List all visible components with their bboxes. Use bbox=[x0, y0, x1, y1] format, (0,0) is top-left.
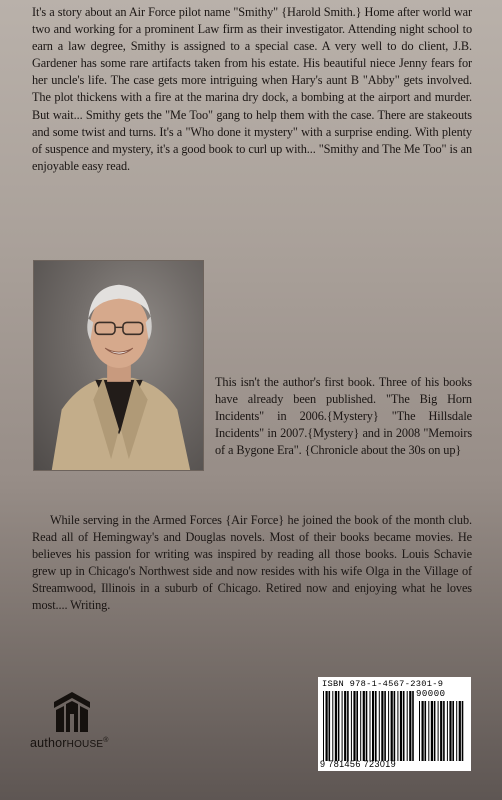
book-blurb: It's a story about an Air Force pilot name "Smithy" {Harold Smith.} Home after world war two and working for a prominent Law firm as their investigator. Attending night school to earn a law degree, Smithy is assigned to a special case. A very well to do client, J.B. Gardener has some rare artifacts taken from his estate. His beautiful niece Jenny fears for her uncle's life. The case gets more intriguing when Hary's aunt B "Abby" gets involved. The plot thickens with a fire at the marina dry dock, a bombing at the airport and murder. But wait... Smithy gets the "Me Too" gang to help them with the case. There are stakeouts and some twist and turns. It's a "Who done it mystery" with a surprise ending. With plenty of suspence and mystery, it's a good book to curl up with... "Smithy and The Me Too" is an enjoyable easy read. bbox=[32, 5, 472, 173]
author-bio-body: While serving in the Armed Forces {Air Force} he joined the book of the month club. Read all of Hemingway's and Douglas novels. Most of their books became movies. He believes his passion for writing was inspired by reading all those books. Louis Schavie grew up in Chicago's Northwest side and now resides with his wife Olga in the Village of Streamwood, Illinois in a suburb of Chicago. Retired now and enjoying what he loves most.... Writing. bbox=[32, 513, 472, 613]
barcode-bar bbox=[342, 691, 343, 761]
barcode-bar bbox=[459, 701, 461, 761]
barcode-bar bbox=[419, 701, 420, 761]
barcode-bar bbox=[379, 691, 380, 761]
barcode-bar bbox=[366, 691, 368, 761]
barcode-bar bbox=[381, 691, 383, 761]
barcode-bar bbox=[438, 701, 439, 761]
barcode-bar bbox=[335, 691, 337, 761]
barcode-bar bbox=[447, 701, 448, 761]
barcode-bar bbox=[370, 691, 371, 761]
barcode-bar bbox=[449, 701, 451, 761]
barcode-bar bbox=[329, 691, 331, 761]
author-photo bbox=[33, 260, 204, 471]
barcode-bar bbox=[351, 691, 352, 761]
barcode-panel bbox=[318, 677, 471, 771]
barcode-bar bbox=[391, 691, 393, 761]
publisher-name-part2: HOUSE bbox=[66, 739, 104, 750]
barcode-bar bbox=[407, 691, 408, 761]
barcode-bar bbox=[338, 691, 340, 761]
barcode-bar bbox=[353, 691, 355, 761]
registered-mark: ® bbox=[103, 736, 109, 744]
author-bio-intro: This isn't the author's first book. Three of his books have already been published. "The Big Horn Incidents" in 2006.{Mystery} "The Hillsdale Incidents" in 2007.{Mystery} and in 2008 "Memoirs of a Bygone Era". {Chronicle about the 30s on up} bbox=[215, 375, 472, 458]
barcode-bar bbox=[388, 691, 389, 761]
barcode-bar bbox=[363, 691, 365, 761]
ean-digits: 9 781456 723019 bbox=[320, 759, 397, 769]
addon-barcode bbox=[418, 701, 466, 761]
barcode-bar bbox=[425, 701, 427, 761]
barcode-bar bbox=[372, 691, 374, 761]
barcode-bar bbox=[332, 691, 333, 761]
barcode-bar bbox=[347, 691, 349, 761]
barcode-bar bbox=[412, 691, 414, 761]
barcode-bar bbox=[400, 691, 402, 761]
barcode-bar bbox=[462, 701, 464, 761]
barcode-bar bbox=[384, 691, 386, 761]
barcode-bar bbox=[323, 691, 324, 761]
barcode-bar bbox=[397, 691, 398, 761]
barcode-bar bbox=[440, 701, 442, 761]
barcode-bar bbox=[356, 691, 358, 761]
barcode-bar bbox=[434, 701, 436, 761]
publisher-name-part1: author bbox=[30, 736, 67, 750]
barcode-bar bbox=[422, 701, 424, 761]
authorhouse-logo-icon bbox=[52, 690, 92, 734]
barcode-bar bbox=[344, 691, 346, 761]
ean-barcode bbox=[322, 691, 414, 761]
barcode-bar bbox=[409, 691, 411, 761]
barcode-bar bbox=[360, 691, 361, 761]
barcode-bar bbox=[443, 701, 445, 761]
publisher-name bbox=[30, 736, 126, 750]
barcode-bar bbox=[403, 691, 405, 761]
barcode-bar bbox=[452, 701, 454, 761]
barcode-bar bbox=[431, 701, 433, 761]
barcode-bar bbox=[394, 691, 396, 761]
price-code: 90000 bbox=[416, 689, 446, 699]
barcode-bar bbox=[428, 701, 429, 761]
barcode-bar bbox=[456, 701, 457, 761]
barcode-bar bbox=[326, 691, 328, 761]
isbn-label: ISBN 978-1-4567-2301-9 bbox=[322, 679, 444, 689]
publisher-logo bbox=[30, 690, 126, 770]
barcode-bar bbox=[375, 691, 377, 761]
